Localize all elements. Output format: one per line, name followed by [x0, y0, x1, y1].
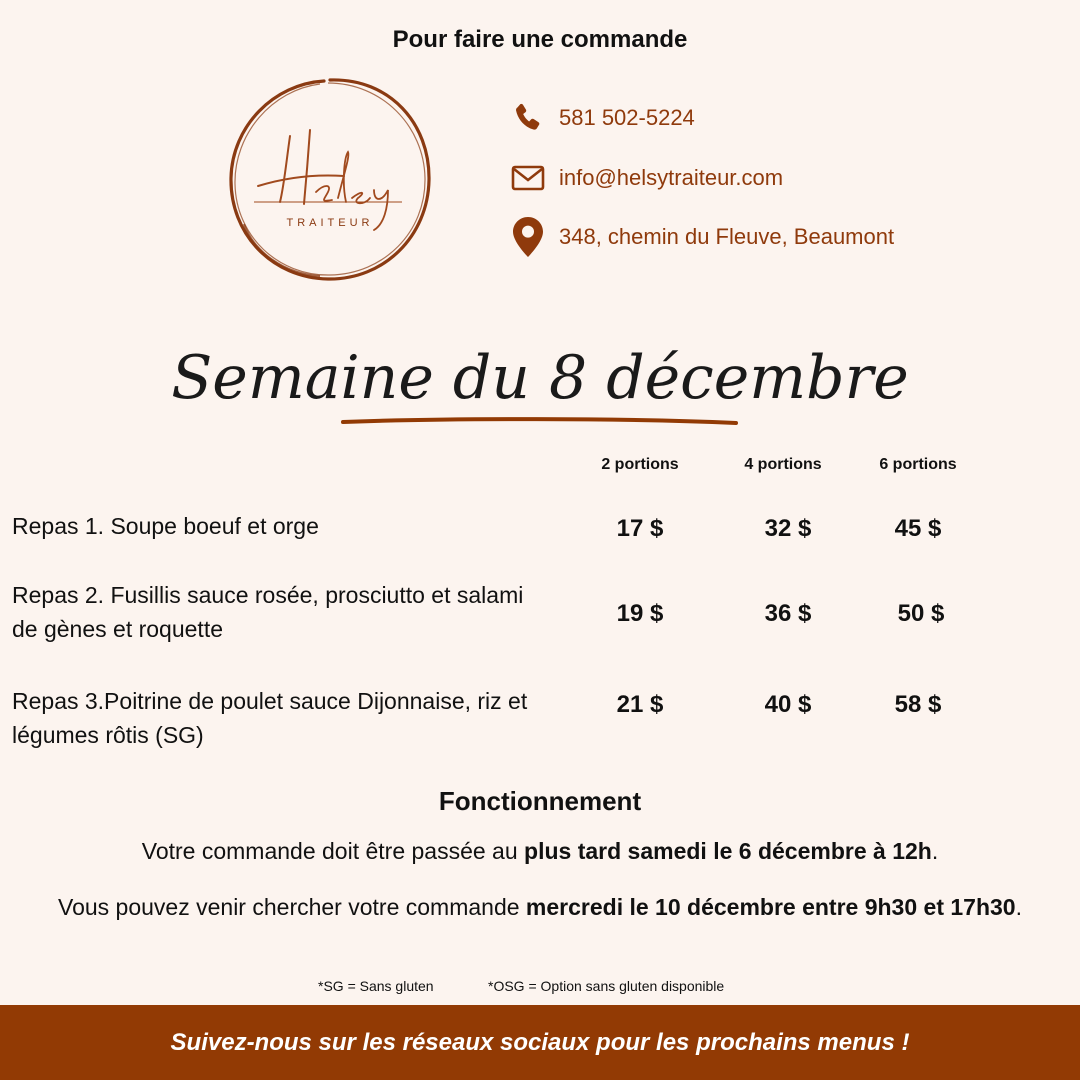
meal-1-price-4: 32 $ [764, 515, 812, 542]
order-deadline-text: Votre commande doit être passée au plus tard samedi le 6 décembre à 12h. [141, 838, 939, 864]
week-title [0, 326, 1080, 436]
meal-2-name: Repas 2. Fusillis sauce rosée, prosciutto et salami de gènes et roquette [12, 582, 524, 642]
address-text: 348, chemin du Fleuve, Beaumont [559, 224, 895, 249]
meal-2-price-6: 50 $ [897, 600, 945, 627]
footer-text: Suivez-nous sur les réseaux sociaux pour les prochains menus ! [170, 1028, 910, 1056]
contact-email[interactable] [508, 158, 783, 198]
pickup-text: Vous pouvez venir chercher votre commande mercredi le 10 décembre entre 9h30 et 17h30. [58, 894, 1022, 920]
footer-bar [0, 1005, 1080, 1080]
week-title-text: Semaine du 8 décembre [171, 343, 909, 413]
meal-3-price-4: 40 $ [764, 691, 812, 718]
phone-icon [508, 98, 548, 138]
email-address: info@helsytraiteur.com [559, 165, 784, 190]
helsy-logo [224, 74, 436, 286]
col-head-6: 6 portions [879, 456, 957, 473]
contact-phone[interactable] [508, 98, 695, 138]
meal-3-price-2: 21 $ [616, 691, 664, 718]
col-head-4: 4 portions [744, 456, 822, 473]
order-title: Pour faire une commande [392, 26, 688, 53]
phone-number: 581 502-5224 [559, 105, 695, 130]
meal-1-name: Repas 1. Soupe boeuf et orge [12, 513, 319, 539]
location-pin-icon [508, 217, 548, 257]
logo-subtitle: TRAITEUR [286, 217, 374, 229]
col-head-2: 2 portions [601, 456, 679, 473]
note-sg: *SG = Sans gluten [318, 978, 434, 994]
fonctionnement-title: Fonctionnement [438, 786, 642, 816]
meal-1-price-2: 17 $ [616, 515, 664, 542]
note-osg: *OSG = Option sans gluten disponible [488, 978, 725, 994]
meal-3-name: Repas 3.Poitrine de poulet sauce Dijonnaise, riz et légumes rôtis (SG) [12, 688, 528, 748]
meal-1-price-6: 45 $ [894, 515, 942, 542]
mail-icon [508, 158, 548, 198]
meal-3-price-6: 58 $ [894, 691, 942, 718]
meal-2-price-2: 19 $ [616, 600, 664, 627]
contact-address[interactable] [508, 217, 894, 257]
meal-2-price-4: 36 $ [764, 600, 812, 627]
